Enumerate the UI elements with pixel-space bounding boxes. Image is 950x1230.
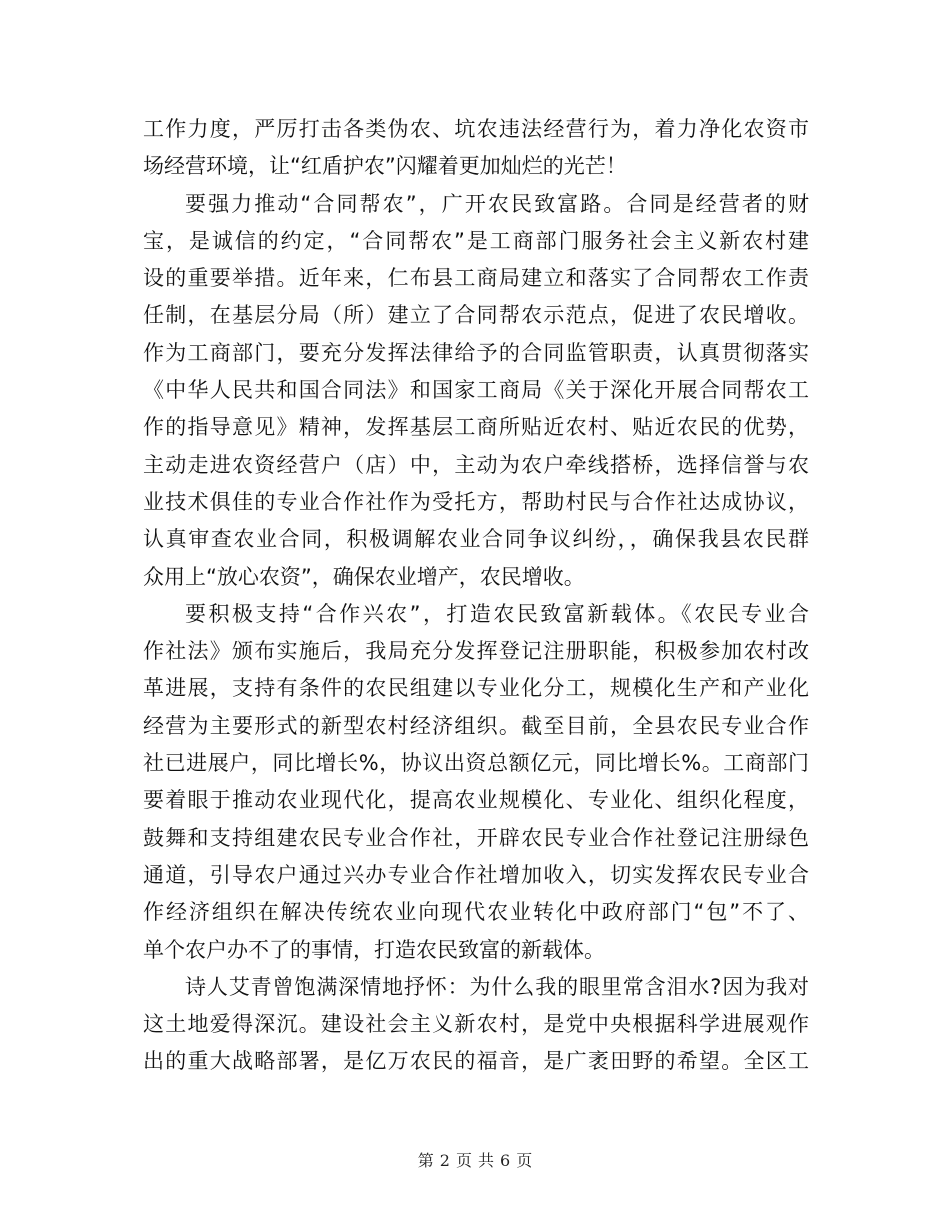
text-line: 社已进展户，同比增长%，协议出资总额亿元，同比增长%。工商部门 <box>143 751 809 776</box>
text-line: 设的重要举措。近年来，仁布县工商局建立和落实了合同帮农工作责 <box>143 266 809 291</box>
text-line: 革进展，支持有条件的农民组建以专业化分工，规模化生产和产业化 <box>143 676 809 701</box>
text-line: 《中华人民共和国合同法》和国家工商局《关于深化开展合同帮农工 <box>143 378 809 403</box>
text-line: 作经济组织在解决传统农业向现代农业转化中政府部门“包”不了、 <box>143 900 809 925</box>
text-line: 任制，在基层分局（所）建立了合同帮农示范点，促进了农民增收。 <box>143 303 809 328</box>
text-line: 出的重大战略部署，是亿万农民的福音，是广袤田野的希望。全区工 <box>143 1049 809 1074</box>
text-line: 作社法》颁布实施后，我局充分发挥登记注册职能，积极参加农村改 <box>143 639 809 664</box>
text-line: 认真审查农业合同，积极调解农业合同争议纠纷，，确保我县农民群 <box>143 527 809 552</box>
text-line: 单个农户办不了的事情，打造农民致富的新载体。 <box>143 937 605 962</box>
text-line: 要强力推动“合同帮农”，广开农民致富路。合同是经营者的财 <box>185 191 809 216</box>
text-line: 主动走进农资经营户（店）中，主动为农户牵线搭桥，选择信誉与农 <box>143 452 809 477</box>
text-line: 要着眼于推动农业现代化，提高农业规模化、专业化、组织化程度， <box>143 788 809 813</box>
text-line: 众用上“放心农资”，确保农业增产，农民增收。 <box>143 564 585 589</box>
footer-label-page: 第 <box>417 1151 434 1170</box>
text-line: 工作力度，严厉打击各类伪农、坑农违法经营行为，着力净化农资市 <box>143 117 809 141</box>
text-line: 经营为主要形式的新型农村经济组织。截至目前，全县农民专业合作 <box>143 713 809 738</box>
page-footer <box>0 1150 950 1172</box>
total-pages-number: 6 <box>500 1151 511 1170</box>
text-line: 作为工商部门，要充分发挥法律给予的合同监管职责，认真贯彻落实 <box>143 340 809 365</box>
text-line: 这土地爱得深沉。建设社会主义新农村，是党中央根据科学进展观作 <box>143 1012 809 1037</box>
footer-label-total: 共 <box>478 1151 495 1170</box>
text-line: 诗人艾青曾饱满深情地抒怀：为什么我的眼里常含泪水?因为我对 <box>185 974 809 999</box>
footer-label-ye: 页 <box>455 1151 472 1170</box>
text-line: 通道，引导农户通过兴办专业合作社增加收入，切实发挥农民专业合 <box>143 862 809 887</box>
footer-label-ye2: 页 <box>516 1151 533 1170</box>
text-line: 鼓舞和支持组建农民专业合作社，开辟农民专业合作社登记注册绿色 <box>143 825 809 850</box>
text-line: 作的指导意见》精神，发挥基层工商所贴近农村、贴近农民的优势， <box>143 415 809 440</box>
current-page-number: 2 <box>439 1151 450 1170</box>
document-body <box>143 111 809 1081</box>
text-line: 业技术俱佳的专业合作社作为受托方，帮助村民与合作社达成协议， <box>143 489 809 514</box>
text-line: 要积极支持“合作兴农”，打造农民致富新载体。《农民专业合 <box>185 601 809 626</box>
text-line: 场经营环境，让“红盾护农”闪耀着更加灿烂的光芒！ <box>143 154 627 179</box>
text-line: 宝，是诚信的约定，“合同帮农”是工商部门服务社会主义新农村建 <box>143 228 809 253</box>
